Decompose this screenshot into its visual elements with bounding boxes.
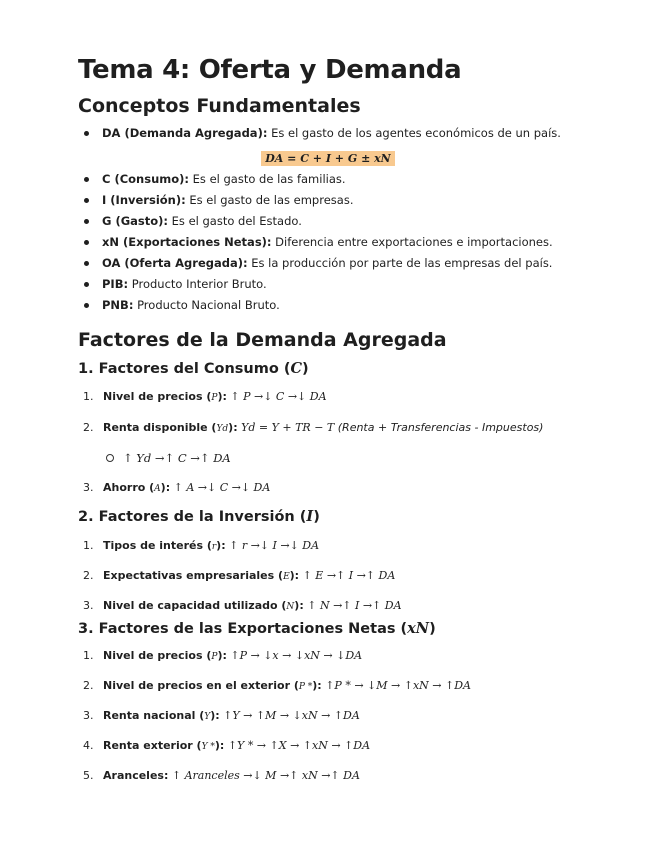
term: OA (Oferta Agregada): — [102, 256, 248, 270]
item-label-end: ): — [294, 599, 304, 612]
concepts-list-continued — [78, 169, 618, 316]
inversion-factors-list — [78, 534, 618, 618]
document-title: Tema 4: Oferta y Demanda — [78, 55, 462, 85]
math-var: I — [306, 508, 314, 525]
definition: Es la producción por parte de las empresas del país. — [247, 256, 553, 270]
sub-item — [78, 445, 618, 471]
item-label-end: ): — [214, 739, 225, 752]
item-label-end: ): — [160, 481, 171, 494]
item-expression: ↑ P →↓ C →↓ DA — [226, 390, 327, 403]
item-label-end: ): — [217, 649, 227, 662]
list-item — [78, 274, 618, 295]
item-symbol: Y — [204, 712, 211, 722]
list-item — [78, 644, 618, 668]
heading-text: 2. Factores de la Inversión ( — [78, 509, 307, 525]
item-symbol: P — [211, 393, 218, 403]
highlighted-formula: DA = C + I + G ± xN — [261, 151, 395, 166]
list-item — [78, 564, 618, 588]
section-heading-factors: Factores de la Demanda Agregada — [78, 329, 447, 351]
item-symbol: Y * — [201, 742, 215, 752]
term: DA (Demanda Agregada): — [102, 126, 268, 140]
list-item — [78, 534, 618, 558]
item-symbol: E — [283, 572, 290, 582]
item-expression: ↑P * → ↓M → ↑xN → ↑DA — [321, 679, 471, 692]
item-label: Expectativas empresariales ( — [103, 569, 284, 582]
concepts-list — [78, 123, 618, 144]
definition: Es el gasto de las familias. — [189, 172, 346, 186]
list-item — [78, 295, 618, 316]
term: C (Consumo): — [102, 172, 189, 186]
item-label-end: ): — [289, 569, 300, 582]
item-expression: ↑ N →↑ I →↑ DA — [303, 599, 402, 612]
heading-close: ) — [313, 509, 320, 525]
bullet-icon — [84, 261, 89, 266]
math-var: xN — [407, 620, 430, 637]
item-label-end: ): — [216, 539, 226, 552]
term: xN (Exportaciones Netas): — [102, 235, 272, 249]
item-label: Tipos de interés ( — [103, 539, 212, 552]
item-expression: ↑P → ↓x → ↓xN → ↓DA — [226, 649, 363, 662]
item-number: 2. — [83, 679, 94, 692]
list-item — [78, 211, 618, 232]
item-expression: ↑ E →↑ I →↑ DA — [299, 569, 396, 582]
item-number: 1. — [83, 649, 94, 662]
item-label: Nivel de capacidad utilizado ( — [103, 599, 287, 612]
math-var: C — [290, 360, 303, 377]
bullet-icon — [84, 131, 89, 136]
formula-line — [78, 144, 618, 169]
document-page — [78, 52, 618, 788]
item-number: 2. — [83, 421, 94, 434]
list-item — [78, 674, 618, 698]
sub-item-expression: ↑ Yd →↑ C →↑ DA — [123, 451, 231, 465]
subsection-heading-consumo — [78, 358, 618, 380]
item-label-end: ): — [312, 679, 322, 692]
subsection-heading-inversion — [78, 506, 618, 528]
definition: Diferencia entre exportaciones e importaciones. — [271, 235, 553, 249]
item-symbol: r — [211, 542, 217, 552]
list-item — [78, 594, 618, 618]
item-number: 5. — [83, 769, 94, 782]
circle-bullet-icon — [106, 454, 114, 462]
bullet-icon — [84, 282, 89, 287]
definition: Producto Nacional Bruto. — [133, 298, 280, 312]
list-item — [78, 734, 618, 758]
item-symbol: A — [154, 484, 161, 494]
item-expression: ↑Y → ↑M → ↓xN → ↑DA — [219, 709, 360, 722]
item-label-end: ): — [210, 709, 220, 722]
heading-close: ) — [429, 621, 436, 637]
item-label: Renta nacional ( — [103, 709, 205, 722]
item-label: Nivel de precios ( — [103, 649, 212, 662]
list-item — [78, 190, 618, 211]
item-label: Renta exterior ( — [103, 739, 202, 752]
list-item — [78, 476, 618, 500]
heading-text: 1. Factores del Consumo ( — [78, 361, 291, 377]
item-symbol: Yd — [216, 424, 229, 434]
item-label: Nivel de precios en el exterior ( — [103, 679, 299, 692]
bullet-icon — [84, 240, 89, 245]
item-label-end: ): — [228, 421, 238, 434]
item-number: 3. — [83, 481, 94, 494]
item-number: 2. — [83, 569, 94, 582]
list-item — [78, 704, 618, 728]
list-item — [78, 232, 618, 253]
item-expression: Yd = Y + TR − T — [237, 421, 335, 434]
list-item — [78, 764, 618, 788]
bullet-icon — [84, 303, 89, 308]
definition: Es el gasto de los agentes económicos de un país. — [267, 126, 561, 140]
list-item — [78, 169, 618, 190]
list-item — [78, 123, 618, 144]
item-number: 3. — [83, 599, 94, 612]
item-expression: ↑ A →↓ C →↓ DA — [170, 481, 271, 494]
term: G (Gasto): — [102, 214, 168, 228]
bullet-icon — [84, 198, 89, 203]
item-symbol: P * — [298, 682, 313, 692]
item-note: (Renta + Transferencias - Impuestos) — [334, 421, 544, 434]
heading-close: ) — [302, 361, 309, 377]
list-item — [78, 385, 618, 409]
exportaciones-factors-list — [78, 644, 618, 788]
heading-text: 3. Factores de las Exportaciones Netas ( — [78, 621, 408, 637]
item-label-end: ): — [217, 390, 227, 403]
list-item — [78, 416, 618, 440]
item-label: Ahorro ( — [103, 481, 155, 494]
term: I (Inversión): — [102, 193, 186, 207]
item-number: 4. — [83, 739, 94, 752]
item-number: 1. — [83, 539, 94, 552]
consumo-factors-list — [78, 385, 618, 440]
subsection-heading-exportaciones — [78, 618, 618, 640]
item-expression: ↑Y * → ↑X → ↑xN → ↑DA — [224, 739, 371, 752]
consumo-factors-list-continued — [78, 476, 618, 500]
item-label: Renta disponible ( — [103, 421, 217, 434]
section-heading-concepts: Conceptos Fundamentales — [78, 95, 361, 117]
item-expression: ↑ Aranceles →↓ M →↑ xN →↑ DA — [168, 769, 360, 782]
item-number: 1. — [83, 390, 94, 403]
bullet-icon — [84, 219, 89, 224]
definition: Es el gasto de las empresas. — [185, 193, 354, 207]
term: PNB: — [102, 298, 134, 312]
term: PIB: — [102, 277, 129, 291]
list-item — [78, 253, 618, 274]
item-symbol: N — [286, 602, 295, 612]
definition: Es el gasto del Estado. — [168, 214, 302, 228]
item-number: 3. — [83, 709, 94, 722]
item-symbol: P — [211, 652, 218, 662]
item-label: Aranceles: — [103, 769, 169, 782]
item-label: Nivel de precios ( — [103, 390, 212, 403]
item-expression: ↑ r →↓ I →↓ DA — [225, 539, 320, 552]
definition: Producto Interior Bruto. — [128, 277, 267, 291]
bullet-icon — [84, 177, 89, 182]
